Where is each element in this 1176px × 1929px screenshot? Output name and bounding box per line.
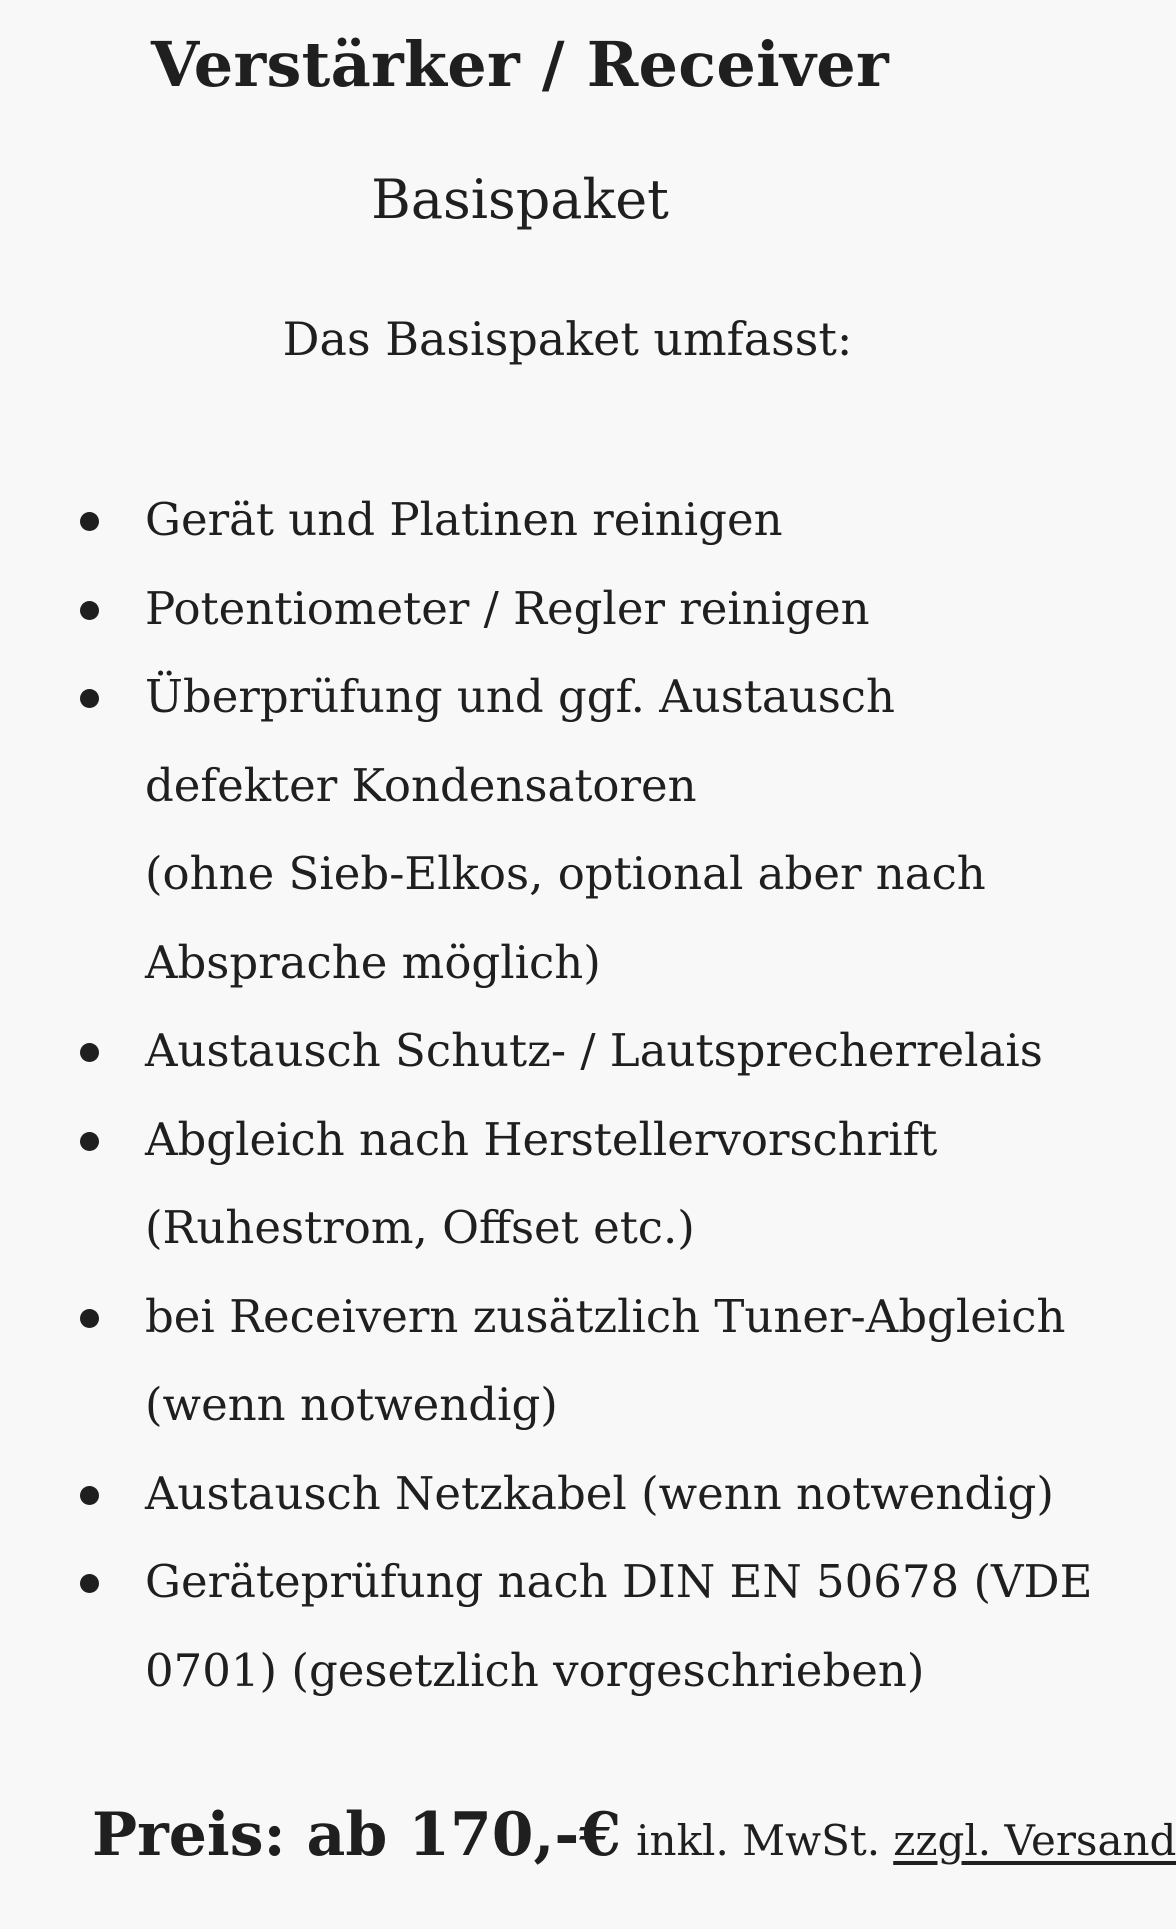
list-item xyxy=(0,1273,1135,1450)
shipping-link[interactable]: zzgl. Versand xyxy=(893,1816,1176,1865)
list-item-text: Gerät und Platinen reinigen xyxy=(145,493,783,546)
bullet-icon xyxy=(80,689,99,708)
list-item-text: Geräteprüfung nach DIN EN 50678 (VDE 0701) (gesetzlich vorgeschrieben) xyxy=(145,1555,1093,1697)
package-subtitle: Basispaket xyxy=(371,168,669,231)
list-item-text: Austausch Netzkabel (wenn notwendig) xyxy=(145,1466,1054,1520)
list-item xyxy=(0,653,1135,1007)
bullet-icon xyxy=(80,1309,99,1328)
page-title: Verstärker / Receiver xyxy=(151,28,889,101)
vat-note: inkl. MwSt. xyxy=(636,1816,881,1865)
list-item-text: Austausch Schutz- / Lautsprecherrelais xyxy=(145,1024,1043,1077)
price-row xyxy=(92,1800,1176,1870)
list-item-text: Überprüfung und ggf. Austausch defekter Kondensatoren (ohne Sieb-Elkos, optional aber nach Absprache möglich) xyxy=(145,670,986,989)
list-item-text: Abgleich nach Herstellervorschrift (Ruhestrom, Offset etc.) xyxy=(145,1112,938,1254)
list-item xyxy=(0,565,1135,654)
list-item xyxy=(0,1007,1135,1096)
bullet-icon xyxy=(80,1486,99,1505)
bullet-icon xyxy=(80,1132,99,1151)
list-item xyxy=(0,476,1135,565)
list-item xyxy=(0,1538,1135,1715)
list-item xyxy=(0,1096,1135,1273)
bullet-icon xyxy=(80,512,99,531)
service-list xyxy=(0,476,1135,1715)
list-item-text: Potentiometer / Regler reinigen xyxy=(145,581,870,635)
price-label: Preis: ab 170,-€ xyxy=(92,1800,622,1870)
intro-text: Das Basispaket umfasst: xyxy=(282,312,853,366)
bullet-icon xyxy=(80,1574,99,1593)
list-item xyxy=(0,1450,1135,1539)
bullet-icon xyxy=(80,1043,99,1062)
list-item-text: bei Receivern zusätzlich Tuner-Abgleich (wenn notwendig) xyxy=(145,1289,1066,1431)
bullet-icon xyxy=(80,601,99,620)
